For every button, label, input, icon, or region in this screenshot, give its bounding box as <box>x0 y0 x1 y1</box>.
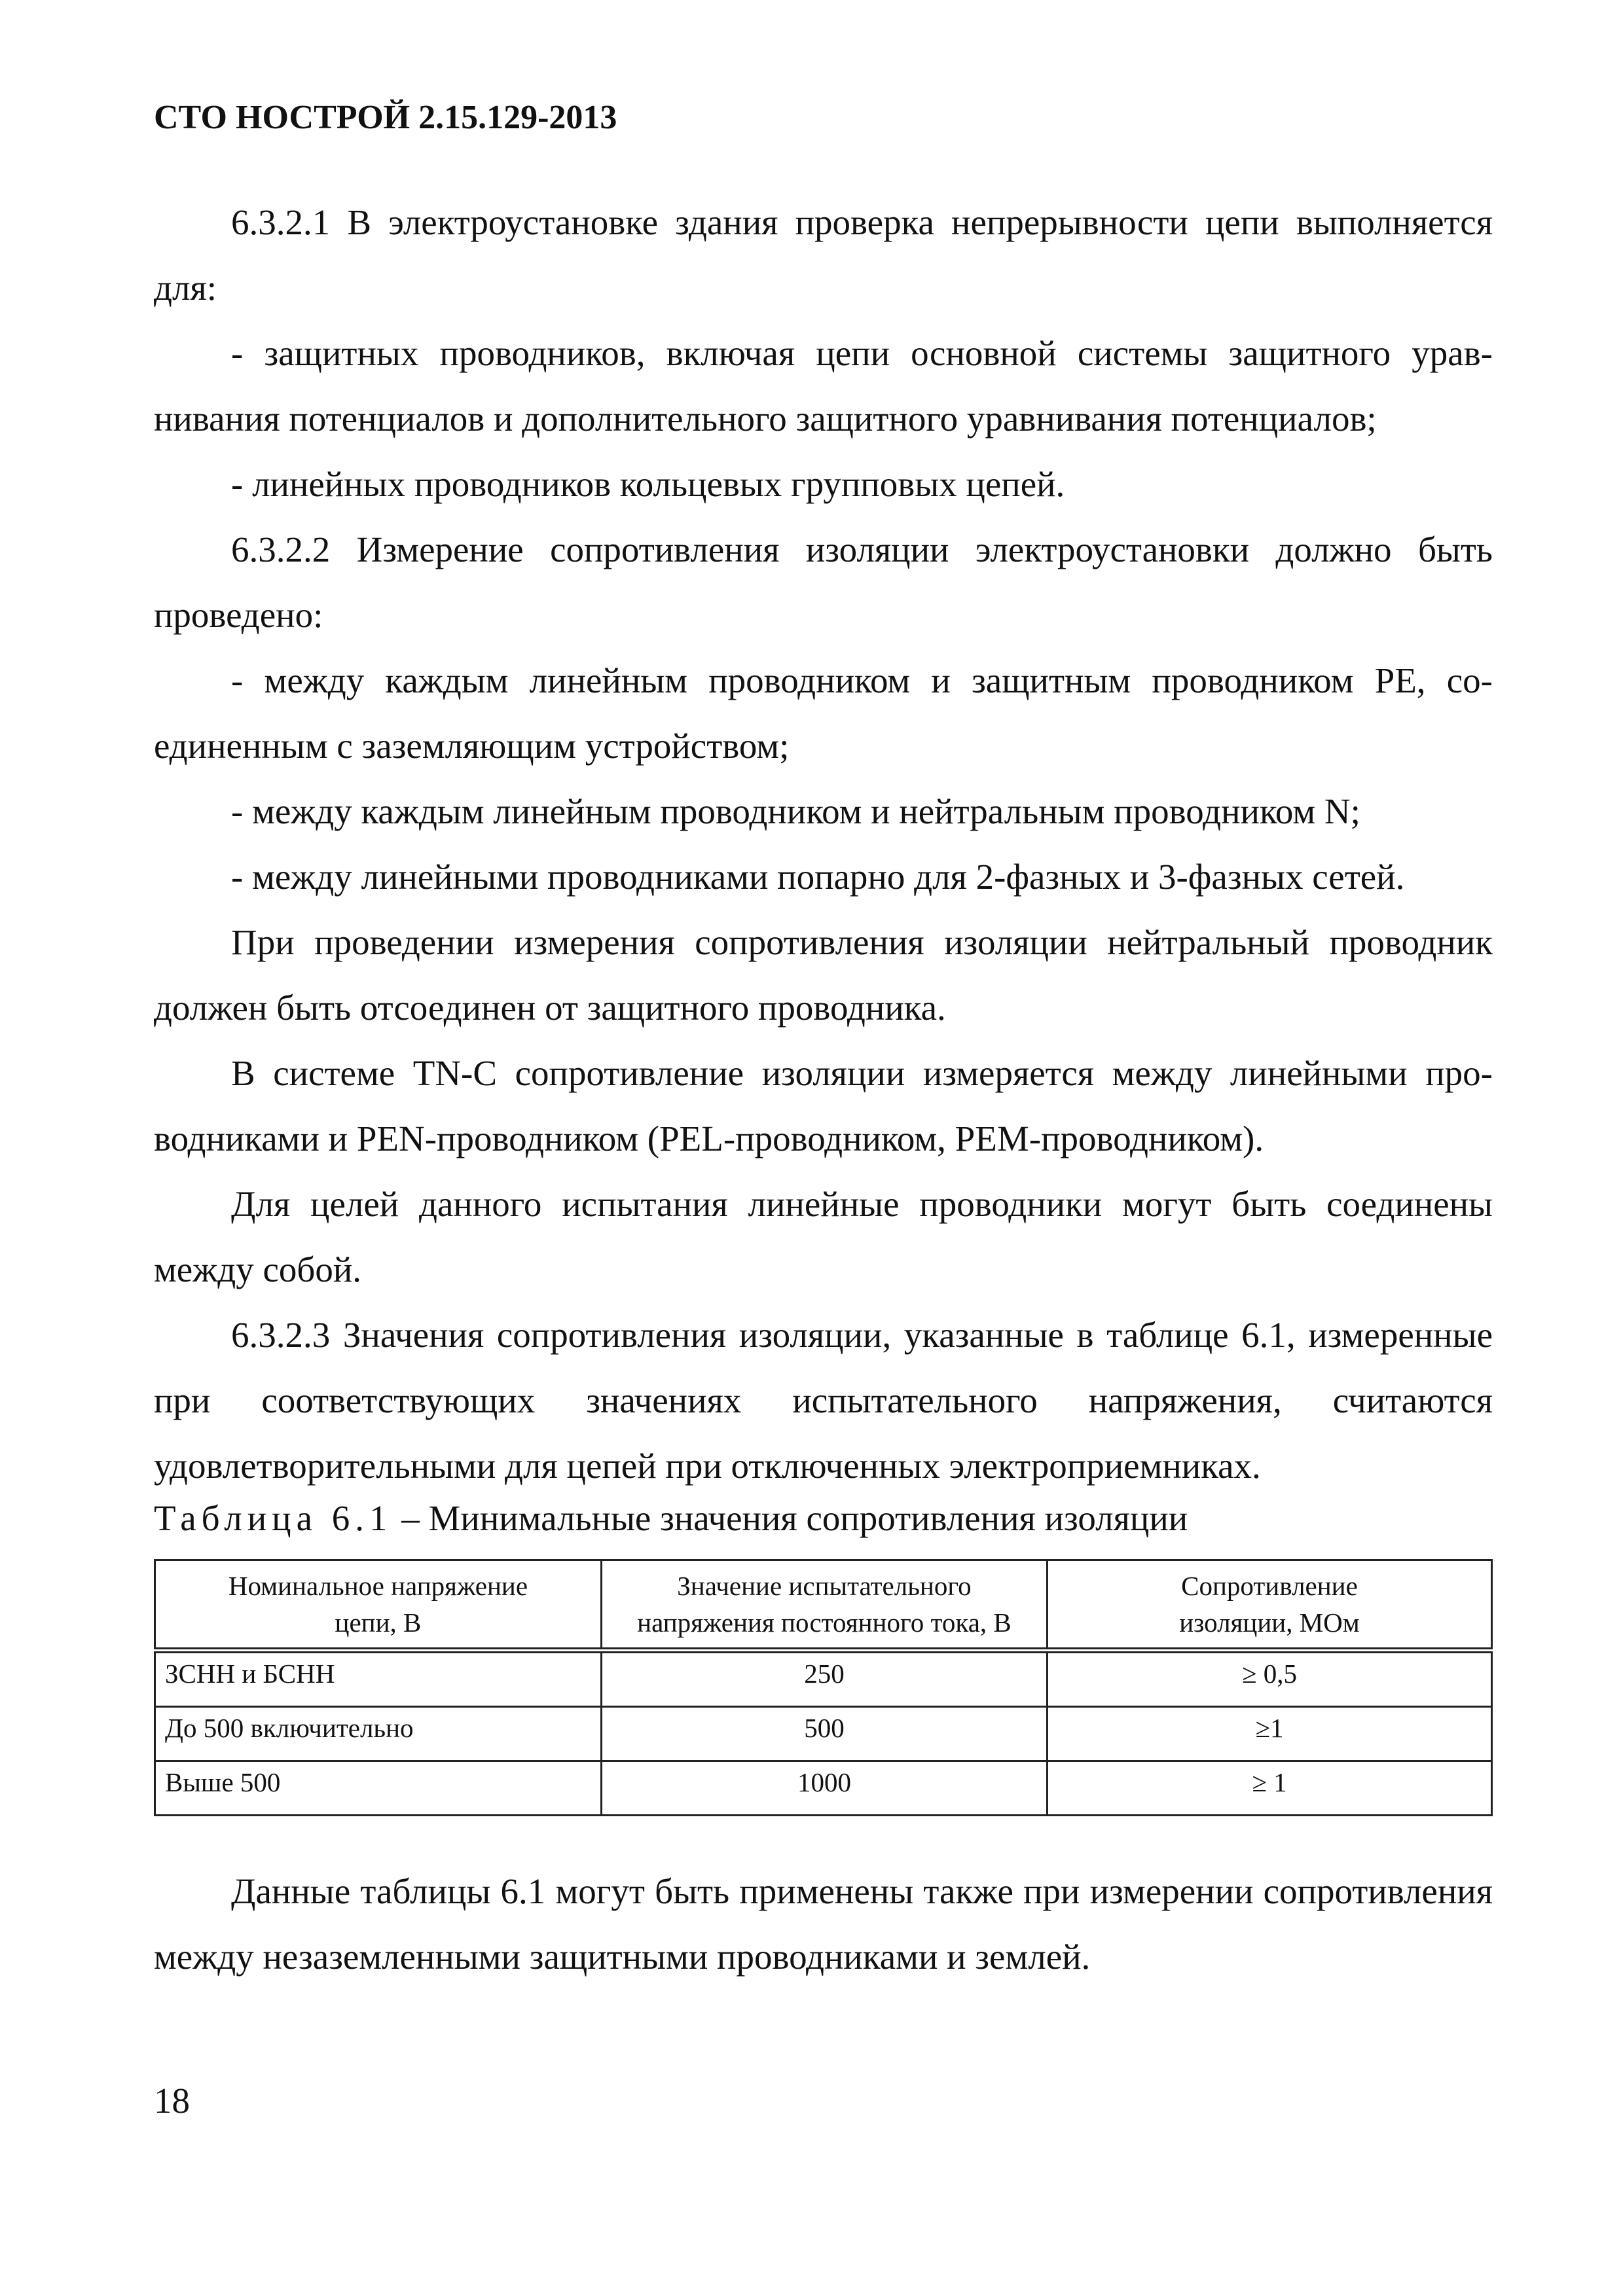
table-caption-label: Таблица 6.1 <box>154 1498 393 1538</box>
header-nominal-voltage: Номинальное напряжение цепи, В <box>155 1560 602 1651</box>
page-number: 18 <box>154 2081 190 2121</box>
table-cell: 1000 <box>601 1761 1047 1816</box>
list-item-line-neutral: - между каждым линейным проводником и нейтральным проводником N; <box>231 791 1360 831</box>
table-caption <box>154 1496 1188 1541</box>
paragraph-after-table: Данные таблицы 6.1 могут быть применены также при измерении сопротивления между незаземленными защитными проводниками и землей. <box>154 1871 1493 1977</box>
table-header-row <box>155 1560 1492 1651</box>
paragraph-6-3-2-2: 6.3.2.2 Измерение сопротивления изоляции электроустановки должно быть проведено: <box>154 529 1493 635</box>
table-row <box>155 1651 1492 1707</box>
table-cell: ЗСНН и БСНН <box>155 1651 602 1707</box>
header-insulation-resistance: Сопротивление изоляции, МОм <box>1047 1560 1491 1651</box>
table-cell: 250 <box>601 1651 1047 1707</box>
table-cell: ≥1 <box>1047 1707 1491 1761</box>
paragraph-neutral-disconnect: При проведении измерения сопротивления изоляции нейтральный проводник должен быть отсоединен от защитного проводника. <box>154 922 1493 1028</box>
header-test-voltage: Значение испытательного напряжения постоянного тока, В <box>601 1560 1047 1651</box>
table-cell: ≥ 0,5 <box>1047 1651 1491 1707</box>
document-page <box>154 0 1493 2296</box>
after-table-text <box>154 1859 1493 1990</box>
list-item-line-pairs: - между линейными проводниками попарно для 2-фазных и 3-фазных сетей. <box>231 857 1405 897</box>
paragraph-6-3-2-3: 6.3.2.3 Значения сопротивления изоляции, указанные в таблице 6.1, измеренные при соответствующих значениях испытательного напряжения, считаются удовлетворительными для цепей при отключенных электроприемниках. <box>154 1315 1493 1486</box>
body-text <box>154 190 1493 1499</box>
paragraph-tn-c: В системе TN-C сопротивление изоляции измеряется между линейными проводниками и PEN-проводником (PEL-проводником, PEM-проводником). <box>154 1053 1493 1158</box>
table-cell: 500 <box>601 1707 1047 1761</box>
paragraph-6-3-2-1: 6.3.2.1 В электроустановке здания проверка непрерывности цепи выполняется для: <box>154 202 1493 308</box>
table-caption-text: – Минимальные значения сопротивления изоляции <box>392 1498 1188 1538</box>
list-item-protective-conductors: - защитных проводников, включая цепи основной системы защитного уравнивания потенциалов и дополнительного защитного уравнивания потенциалов; <box>154 333 1493 439</box>
table-cell: Выше 500 <box>155 1761 602 1816</box>
table-row <box>155 1761 1492 1816</box>
list-item-line-pe: - между каждым линейным проводником и защитным проводником PE, соединенным с заземляющим устройством; <box>154 660 1493 766</box>
table-row <box>155 1707 1492 1761</box>
paragraph-connected-conductors: Для целей данного испытания линейные проводники могут быть соединены между собой. <box>154 1184 1493 1289</box>
document-header: СТО НОСТРОЙ 2.15.129-2013 <box>154 99 617 136</box>
table-cell: До 500 включительно <box>155 1707 602 1761</box>
list-item-ring-circuits: - линейных проводников кольцевых групповых цепей. <box>231 464 1065 504</box>
table-cell: ≥ 1 <box>1047 1761 1491 1816</box>
insulation-resistance-table <box>154 1559 1493 1816</box>
